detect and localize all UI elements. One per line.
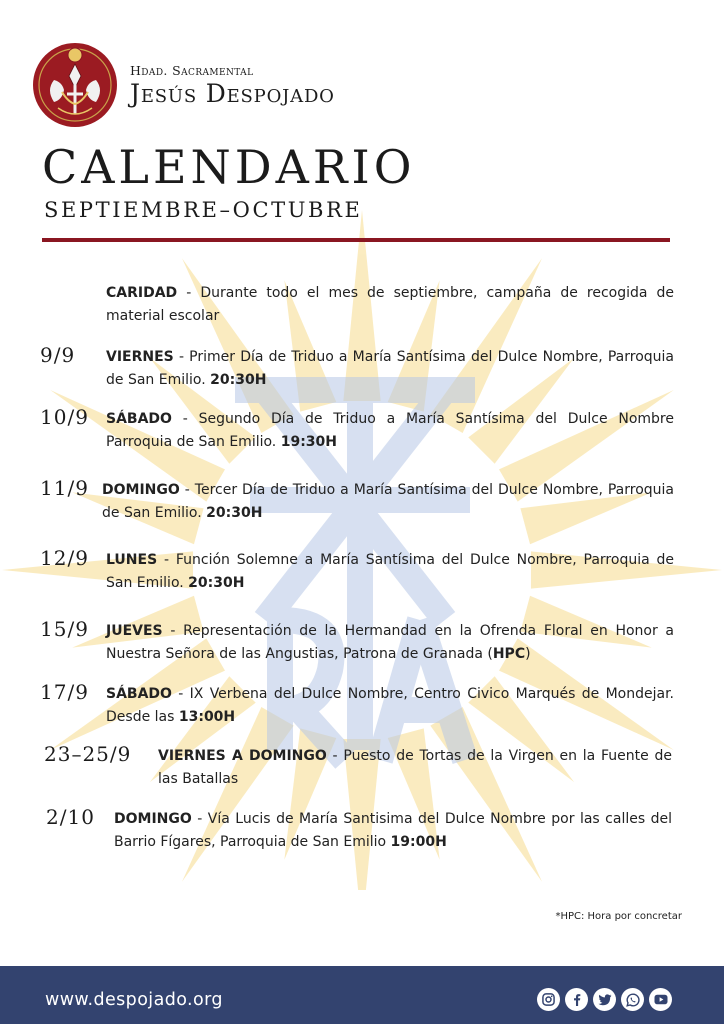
- event-item: [40, 476, 680, 525]
- event-date: 9/9: [40, 343, 76, 367]
- title-divider: [42, 238, 670, 242]
- event-date: 23–25/9: [44, 742, 132, 766]
- page-subtitle: SEPTIEMBRE–OCTUBRE: [44, 198, 363, 222]
- event-time: 19:00H: [390, 834, 447, 850]
- twitter-icon[interactable]: [593, 988, 616, 1011]
- event-text: Vía Lucis de María Santisima del Dulce Nombre por las calles del Barrio Fígares, Parroquia de San Emilio: [114, 811, 673, 850]
- event-text: Función Solemne a María Santísima del Dulce Nombre, Parroquia de San Emilio.: [106, 552, 675, 591]
- event-label: CARIDAD: [106, 285, 178, 301]
- header: [32, 42, 335, 128]
- event-time: 13:00H: [178, 709, 236, 725]
- event-label: SÁBADO: [106, 411, 172, 427]
- event-text: Puesto de Tortas de la Virgen en la Fuente de las Batallas: [158, 748, 673, 787]
- whatsapp-icon[interactable]: [621, 988, 644, 1011]
- event-item: [40, 343, 680, 392]
- brotherhood-crest-icon: [32, 42, 118, 128]
- event-label: DOMINGO: [102, 482, 180, 498]
- event-item: [40, 546, 680, 595]
- event-label: DOMINGO: [114, 811, 192, 827]
- youtube-icon[interactable]: [649, 988, 672, 1011]
- event-description: SÁBADO - IX Verbena del Dulce Nombre, Centro Civico Marqués de Mondejar. Desde las 13:00H: [106, 686, 675, 725]
- event-text: Tercer Día de Triduo a María Santísima del Dulce Nombre, Parroquia de San Emilio.: [102, 482, 675, 521]
- footnote: *HPC: Hora por concretar: [555, 911, 682, 922]
- event-description: LUNES - Función Solemne a María Santísima del Dulce Nombre, Parroquia de San Emilio. 20:30H: [106, 552, 675, 591]
- event-item: [40, 405, 680, 454]
- facebook-icon[interactable]: [565, 988, 588, 1011]
- event-item: [40, 282, 680, 328]
- event-description: SÁBADO - Segundo Día de Triduo a María Santísima del Dulce Nombre Parroquia de San Emilio. 19:30H: [106, 411, 674, 450]
- event-item: [40, 680, 680, 729]
- event-date: 11/9: [40, 476, 89, 500]
- event-item: [40, 617, 680, 666]
- event-date: 2/10: [46, 805, 95, 829]
- event-date: 12/9: [40, 546, 89, 570]
- event-time: 20:30H: [210, 372, 267, 388]
- event-item: [46, 805, 686, 854]
- event-description: VIERNES A DOMINGO - Puesto de Tortas de la Virgen en la Fuente de las Batallas: [158, 748, 673, 787]
- event-text: Primer Día de Triduo a María Santísima del Dulce Nombre, Parroquia de San Emilio.: [106, 349, 675, 388]
- event-time: 19:30H: [280, 434, 337, 450]
- event-date: 17/9: [40, 680, 89, 704]
- event-description: JUEVES - Representación de la Hermandad en la Ofrenda Floral en Honor a Nuestra Señora de las Angustias, Patrona de Granada (HPC): [106, 623, 674, 662]
- event-time: 20:30H: [188, 575, 245, 591]
- event-label: VIERNES A DOMINGO: [158, 748, 327, 764]
- brand-main: Jesús Despojado: [130, 78, 335, 108]
- event-item: [44, 742, 684, 791]
- event-description: VIERNES - Primer Día de Triduo a María Santísima del Dulce Nombre, Parroquia de San Emilio. 20:30H: [106, 349, 675, 388]
- social-links: [537, 988, 672, 1011]
- event-text: IX Verbena del Dulce Nombre, Centro Civico Marqués de Mondejar. Desde las: [106, 686, 675, 725]
- brand-top: Hdad. Sacramental: [130, 62, 254, 78]
- brand-name: [130, 63, 335, 108]
- event-label: LUNES: [106, 552, 158, 568]
- page-title: CALENDARIO: [42, 140, 416, 194]
- event-description: DOMINGO - Vía Lucis de María Santisima del Dulce Nombre por las calles del Barrio Fígares, Parroquia de San Emilio 19:00H: [114, 811, 673, 850]
- event-text: Segundo Día de Triduo a María Santísima del Dulce Nombre Parroquia de San Emilio.: [106, 411, 674, 450]
- event-text: Representación de la Hermandad en la Ofrenda Floral en Honor a Nuestra Señora de las Angustias, Patrona de Granada (: [106, 623, 674, 662]
- event-time: HPC: [492, 646, 526, 662]
- event-date: 15/9: [40, 617, 89, 641]
- event-label: VIERNES: [106, 349, 174, 365]
- instagram-icon[interactable]: [537, 988, 560, 1011]
- event-time: 20:30H: [206, 505, 263, 521]
- event-description: DOMINGO - Tercer Día de Triduo a María Santísima del Dulce Nombre, Parroquia de San Emilio. 20:30H: [102, 482, 675, 521]
- event-text: Durante todo el mes de septiembre, campaña de recogida de material escolar: [106, 285, 675, 324]
- event-description: CARIDAD - Durante todo el mes de septiembre, campaña de recogida de material escolar: [106, 285, 675, 324]
- website-link[interactable]: www.despojado.org: [45, 990, 223, 1010]
- footer: [0, 966, 724, 1024]
- event-label: SÁBADO: [106, 686, 172, 702]
- event-date: 10/9: [40, 405, 89, 429]
- event-label: JUEVES: [106, 623, 163, 639]
